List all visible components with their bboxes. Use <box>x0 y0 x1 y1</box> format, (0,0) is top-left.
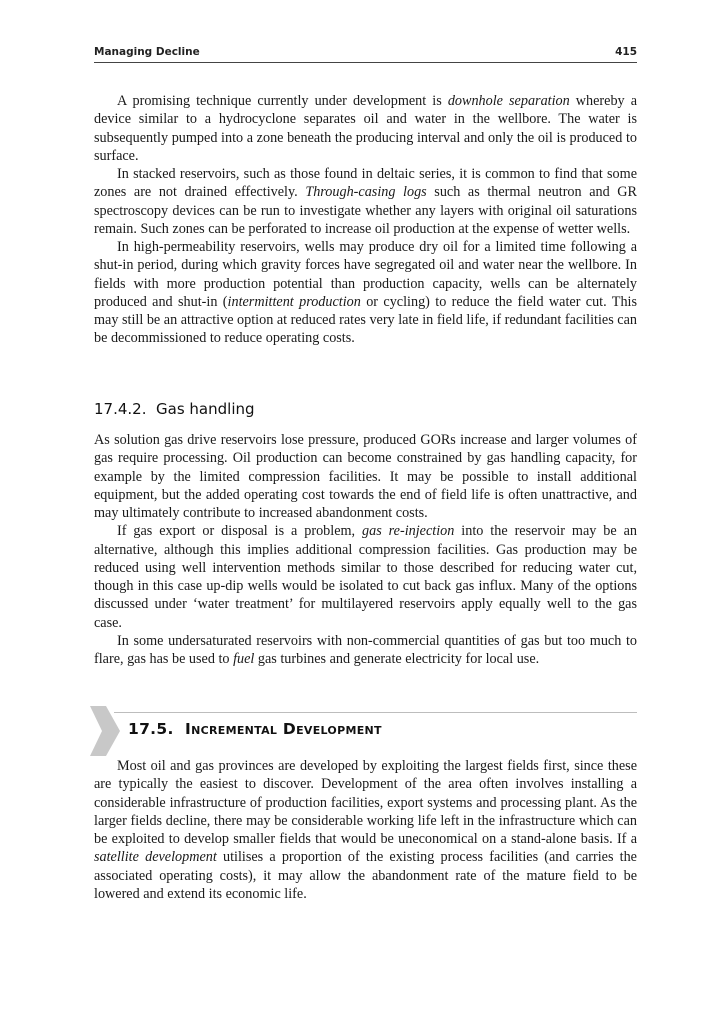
emphasis-term: downhole separation <box>447 93 570 109</box>
paragraph-high-permeability: In high-permeability reservoirs, wells may produce dry oil for a limited time following a shut-in period, during which gravity forces have segregated oil and water near the wellbore. In fields with more production potential than production capacity, wells can be alternately produced and shut-in (intermittent production or cycling) to reduce the field water cut. This may still be an attractive option at reduced rates very late in field life, if redundant facilities can be decommissioned to reduce operating costs. <box>94 239 637 347</box>
paragraph-undersaturated: In some undersaturated reservoirs with non-commercial quantities of gas but too much to flare, gas has be used to fuel gas turbines and generate electricity for local use. <box>94 632 637 667</box>
subsection-heading <box>94 400 255 418</box>
section-heading-banner <box>90 706 637 754</box>
paragraph-stacked-reservoirs: In stacked reservoirs, such as those found in deltaic series, it is common to find that some zones are not drained effectively. Through-casing logs such as thermal neutron and GR spectroscopy devices can be run to investigate whether any layers with original oil saturations remain. Such zones can be perforated to increase oil production at the expense of wetter wells. <box>94 166 637 237</box>
section-arrow-icon <box>90 706 120 756</box>
emphasis-term: Through-casing logs <box>305 184 427 201</box>
subsection-number: 17.4.2. <box>94 400 147 418</box>
running-header <box>94 44 637 63</box>
emphasis-term: intermittent production <box>227 293 361 310</box>
section-title <box>128 720 382 738</box>
section-17-4-1-continuation <box>94 92 637 348</box>
emphasis-term: satellite development <box>94 849 217 866</box>
section-number: 17.5. <box>128 720 174 738</box>
page-number: 415 <box>615 46 637 58</box>
emphasis-term: fuel <box>233 651 255 667</box>
subsection-title: Gas handling <box>156 400 255 418</box>
paragraph-gas-reinjection: If gas export or disposal is a problem, gas re-injection into the reservoir may be an alternative, although this implies additional compression facilities. Gas production may be reduced using well intervention methods similar to those described for reducing water cut, though in this case up-dip wells would be isolated to cut back gas influx. Many of the options discussed under ‘water treatment’ for multilayered reservoirs apply equally well to the gas case. <box>94 523 638 631</box>
subsection-gas-handling-body <box>94 431 637 668</box>
paragraph-solution-gas: As solution gas drive reservoirs lose pressure, produced GORs increase and larger volumes of gas require processing. Oil production can become constrained by gas handling capacity, for example by the limited compression facilities. It may be possible to install additional equipment, but the added operating cost towards the end of field life is often unattractive, and may ultimately contribute to increased abandonment costs. <box>94 432 637 521</box>
section-title-text: Incremental Development <box>185 720 382 738</box>
paragraph-incremental-development: Most oil and gas provinces are developed by exploiting the largest fields first, since these are typically the easiest to discover. Development of the area often involves installing a considerable infrastructure of production facilities, export systems and processing plant. As the larger fields decline, there may be considerable working life left in the infrastructure which can be exploited to develop smaller fields that would be uneconomical on a stand-alone basis. If a satellite development utilises a proportion of the existing process facilities (and carries the associated operating costs), it may allow the abandonment rate of the mature field to be lowered and extend its economic life. <box>94 758 637 902</box>
running-title: Managing Decline <box>94 46 200 58</box>
paragraph-downhole-separation: A promising technique currently under development is downhole separation whereby a device similar to a hydrocyclone separates oil and water in the wellbore. The water is subsequently pumped into a zone beneath the producing interval and only the oil is produced to surface. <box>94 93 637 164</box>
section-rule <box>114 712 637 713</box>
section-17-5-body <box>94 757 637 903</box>
emphasis-term: gas re-injection <box>362 523 455 540</box>
